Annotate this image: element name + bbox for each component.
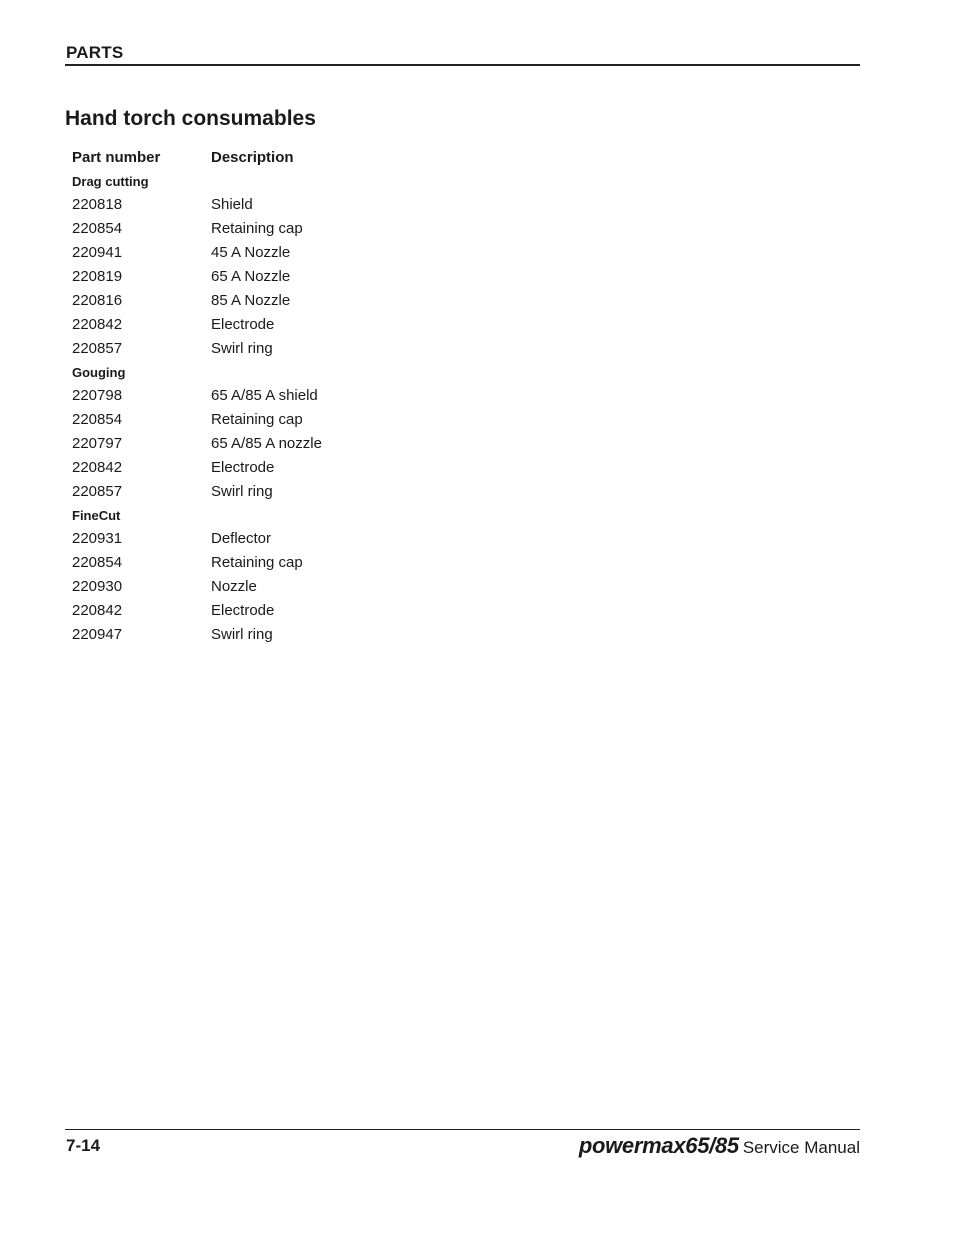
part-number-cell: 220797 bbox=[72, 435, 123, 452]
page-number: 7-14 bbox=[66, 1136, 101, 1155]
description-cell: Retaining cap bbox=[211, 554, 303, 571]
table-header-row bbox=[72, 145, 472, 170]
table-row bbox=[72, 599, 472, 623]
description-cell: Swirl ring bbox=[211, 626, 273, 643]
part-number-cell: 220931 bbox=[72, 530, 123, 547]
group-label: FineCut bbox=[72, 508, 121, 523]
table-row bbox=[72, 193, 472, 217]
description-cell: Swirl ring bbox=[211, 483, 273, 500]
table-row bbox=[72, 432, 472, 456]
table-row bbox=[72, 456, 472, 480]
table-row bbox=[72, 527, 472, 551]
table-row bbox=[72, 384, 472, 408]
group-heading bbox=[72, 170, 472, 193]
section-label: PARTS bbox=[66, 43, 124, 62]
group-heading bbox=[72, 361, 472, 384]
description-cell: Electrode bbox=[211, 459, 275, 476]
table-row bbox=[72, 313, 472, 337]
part-number-cell: 220854 bbox=[72, 220, 123, 237]
parts-table bbox=[72, 145, 472, 647]
manual-label: Service Manual bbox=[742, 1138, 860, 1157]
description-cell: Deflector bbox=[211, 530, 272, 547]
description-cell: Shield bbox=[211, 196, 253, 213]
description-cell: Swirl ring bbox=[211, 340, 273, 357]
part-number-cell: 220857 bbox=[72, 340, 123, 357]
description-cell: Retaining cap bbox=[211, 411, 303, 428]
description-cell: Electrode bbox=[211, 602, 275, 619]
footer-brand bbox=[579, 1133, 860, 1159]
header-divider bbox=[65, 64, 860, 66]
description-cell: 65 A/85 A nozzle bbox=[211, 435, 322, 452]
table-row bbox=[72, 480, 472, 504]
table-row bbox=[72, 575, 472, 599]
part-number-cell: 220842 bbox=[72, 459, 123, 476]
brand-name: powermax65/85 bbox=[578, 1133, 739, 1158]
description-cell: 65 A Nozzle bbox=[211, 268, 291, 285]
column-header-description: Description bbox=[211, 149, 294, 166]
page-title: Hand torch consumables bbox=[65, 107, 316, 130]
column-header-part-number: Part number bbox=[72, 149, 161, 166]
part-number-cell: 220842 bbox=[72, 602, 123, 619]
description-cell: Electrode bbox=[211, 316, 275, 333]
table-row bbox=[72, 337, 472, 361]
description-cell: Retaining cap bbox=[211, 220, 303, 237]
description-cell: 45 A Nozzle bbox=[211, 244, 291, 261]
table-row bbox=[72, 551, 472, 575]
part-number-cell: 220854 bbox=[72, 554, 123, 571]
part-number-cell: 220930 bbox=[72, 578, 123, 595]
group-label: Gouging bbox=[72, 365, 126, 380]
part-number-cell: 220854 bbox=[72, 411, 123, 428]
part-number-cell: 220857 bbox=[72, 483, 123, 500]
group-heading bbox=[72, 504, 472, 527]
table-row bbox=[72, 265, 472, 289]
table-body bbox=[72, 170, 472, 647]
footer-divider bbox=[65, 1129, 860, 1130]
part-number-cell: 220842 bbox=[72, 316, 123, 333]
table-row bbox=[72, 408, 472, 432]
part-number-cell: 220941 bbox=[72, 244, 123, 261]
group-label: Drag cutting bbox=[72, 174, 149, 189]
part-number-cell: 220798 bbox=[72, 387, 123, 404]
table-row bbox=[72, 623, 472, 647]
part-number-cell: 220818 bbox=[72, 196, 123, 213]
description-cell: Nozzle bbox=[211, 578, 257, 595]
table-row bbox=[72, 289, 472, 313]
table-row bbox=[72, 217, 472, 241]
table-row bbox=[72, 241, 472, 265]
part-number-cell: 220819 bbox=[72, 268, 123, 285]
part-number-cell: 220816 bbox=[72, 292, 123, 309]
description-cell: 85 A Nozzle bbox=[211, 292, 291, 309]
description-cell: 65 A/85 A shield bbox=[211, 387, 318, 404]
part-number-cell: 220947 bbox=[72, 626, 123, 643]
